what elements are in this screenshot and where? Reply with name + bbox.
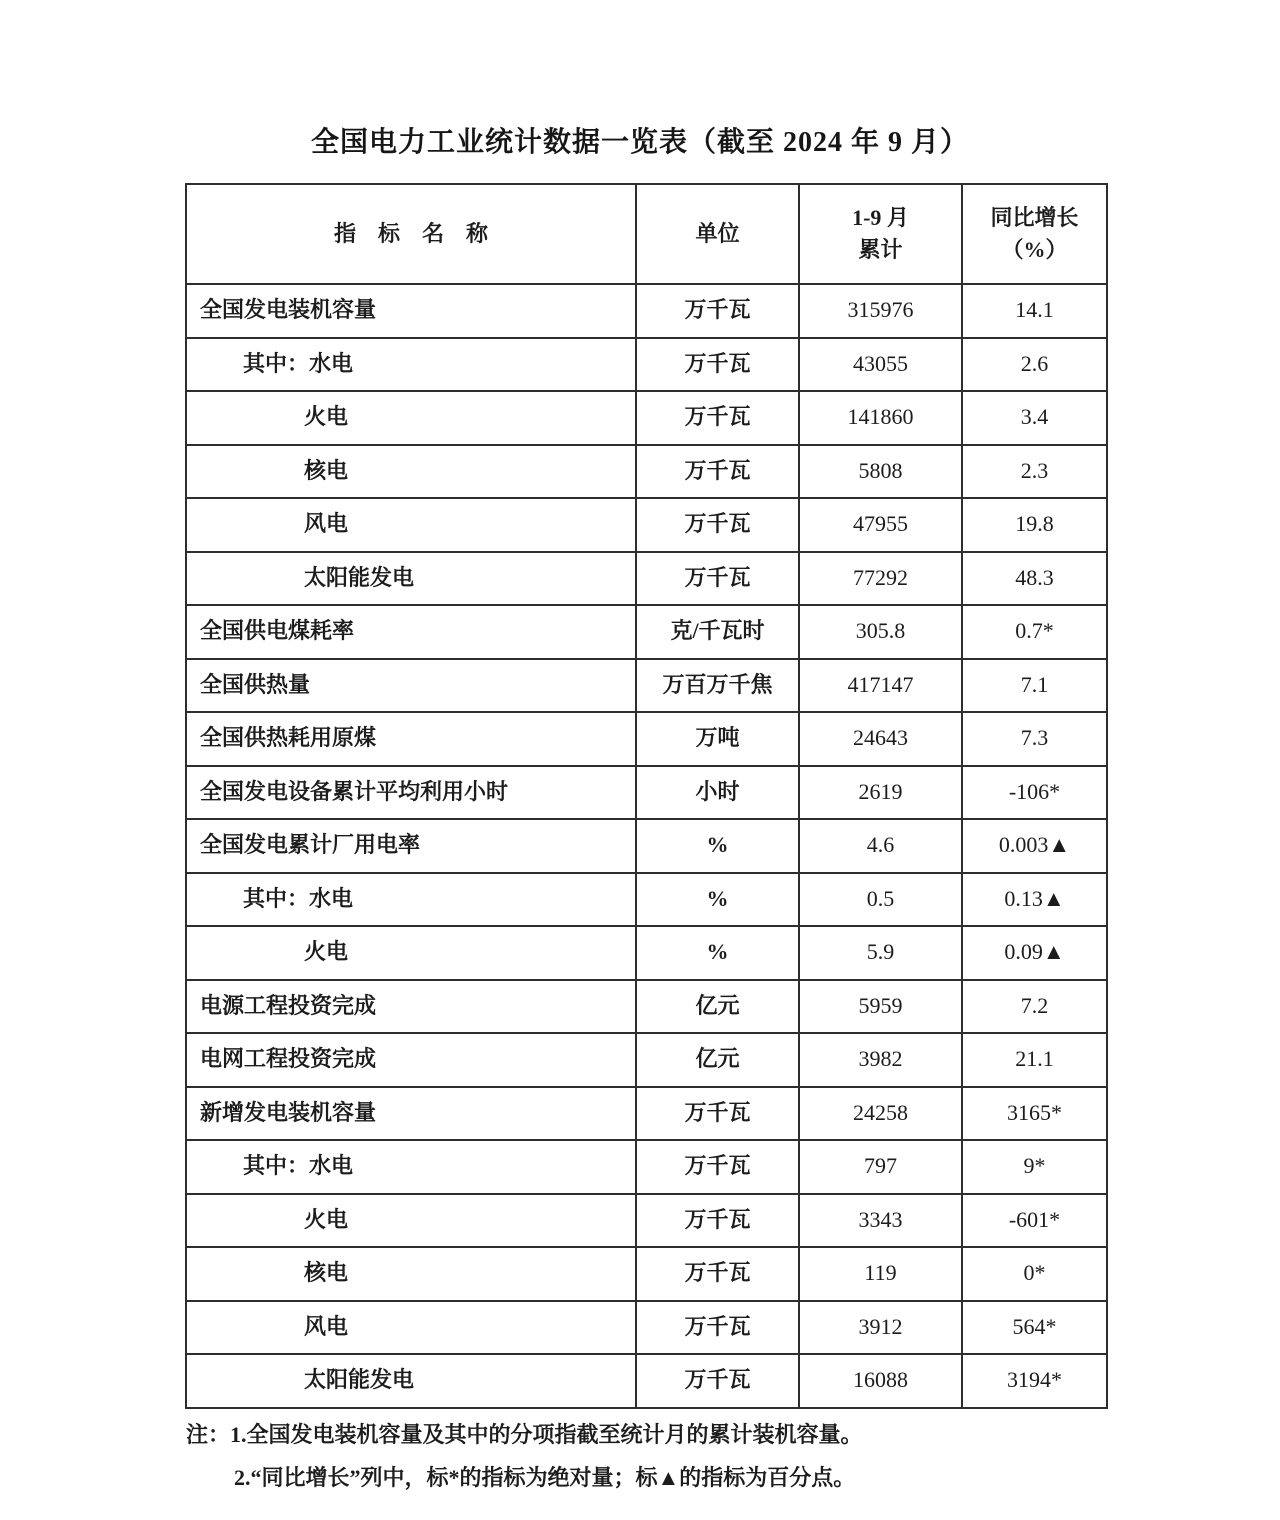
unit-cell: 万千瓦 (636, 391, 799, 445)
indicator-cell: 火电 (186, 1194, 636, 1248)
table-row (186, 1140, 1107, 1194)
unit-cell: 万千瓦 (636, 1354, 799, 1408)
cumulative-value-cell: 77292 (799, 552, 962, 606)
header-period (799, 184, 962, 284)
cumulative-value-cell: 417147 (799, 659, 962, 713)
cumulative-value-cell: 5808 (799, 445, 962, 499)
table-row (186, 819, 1107, 873)
indicator-cell: 火电 (186, 926, 636, 980)
unit-cell: % (636, 926, 799, 980)
yoy-growth-cell: 3194* (962, 1354, 1107, 1408)
header-period-line1: 1-9 月 (852, 205, 909, 230)
cumulative-value-cell: 119 (799, 1247, 962, 1301)
yoy-growth-cell: 0.13▲ (962, 873, 1107, 927)
cumulative-value-cell: 797 (799, 1140, 962, 1194)
header-growth-line2: （%） (1001, 237, 1068, 262)
table-row (186, 445, 1107, 499)
yoy-growth-cell: 14.1 (962, 284, 1107, 338)
table-row (186, 659, 1107, 713)
indicator-cell: 全国供电煤耗率 (186, 605, 636, 659)
indicator-cell: 全国发电累计厂用电率 (186, 819, 636, 873)
indicator-cell: 核电 (186, 445, 636, 499)
cumulative-value-cell: 24643 (799, 712, 962, 766)
table-row (186, 926, 1107, 980)
cumulative-value-cell: 3982 (799, 1033, 962, 1087)
unit-cell: 小时 (636, 766, 799, 820)
yoy-growth-cell: 564* (962, 1301, 1107, 1355)
table-row (186, 873, 1107, 927)
table-row (186, 498, 1107, 552)
unit-cell: 克/千瓦时 (636, 605, 799, 659)
yoy-growth-cell: 7.3 (962, 712, 1107, 766)
table-row (186, 712, 1107, 766)
unit-cell: 万千瓦 (636, 338, 799, 392)
cumulative-value-cell: 4.6 (799, 819, 962, 873)
yoy-growth-cell: 0.7* (962, 605, 1107, 659)
yoy-growth-cell: 3165* (962, 1087, 1107, 1141)
cumulative-value-cell: 16088 (799, 1354, 962, 1408)
header-row (186, 184, 1107, 284)
cumulative-value-cell: 5959 (799, 980, 962, 1034)
cumulative-value-cell: 3343 (799, 1194, 962, 1248)
table-body (186, 284, 1107, 1408)
header-growth-line1: 同比增长 (990, 205, 1079, 230)
indicator-cell: 其中：水电 (186, 338, 636, 392)
cumulative-value-cell: 315976 (799, 284, 962, 338)
cumulative-value-cell: 3912 (799, 1301, 962, 1355)
yoy-growth-cell: 7.2 (962, 980, 1107, 1034)
indicator-cell: 全国发电设备累计平均利用小时 (186, 766, 636, 820)
table-row (186, 766, 1107, 820)
unit-cell: 万千瓦 (636, 1087, 799, 1141)
yoy-growth-cell: 7.1 (962, 659, 1107, 713)
unit-cell: % (636, 819, 799, 873)
unit-cell: 亿元 (636, 1033, 799, 1087)
unit-cell: 万千瓦 (636, 445, 799, 499)
indicator-cell: 太阳能发电 (186, 552, 636, 606)
cumulative-value-cell: 5.9 (799, 926, 962, 980)
yoy-growth-cell: 3.4 (962, 391, 1107, 445)
unit-cell: 亿元 (636, 980, 799, 1034)
yoy-growth-cell: 21.1 (962, 1033, 1107, 1087)
indicator-cell: 其中：水电 (186, 873, 636, 927)
header-unit (636, 184, 799, 284)
yoy-growth-cell: -601* (962, 1194, 1107, 1248)
unit-cell: % (636, 873, 799, 927)
indicator-cell: 全国供热量 (186, 659, 636, 713)
indicator-cell: 其中：水电 (186, 1140, 636, 1194)
yoy-growth-cell: 0.09▲ (962, 926, 1107, 980)
unit-cell: 万千瓦 (636, 1247, 799, 1301)
unit-cell: 万吨 (636, 712, 799, 766)
header-growth (962, 184, 1107, 284)
yoy-growth-cell: 48.3 (962, 552, 1107, 606)
indicator-cell: 全国供热耗用原煤 (186, 712, 636, 766)
statistics-table (185, 183, 1108, 1409)
yoy-growth-cell: 2.6 (962, 338, 1107, 392)
page-title: 全国电力工业统计数据一览表（截至 2024 年 9 月） (310, 127, 969, 158)
cumulative-value-cell: 305.8 (799, 605, 962, 659)
indicator-cell: 电源工程投资完成 (186, 980, 636, 1034)
indicator-cell: 风电 (186, 498, 636, 552)
table-row (186, 1247, 1107, 1301)
indicator-cell: 全国发电装机容量 (186, 284, 636, 338)
indicator-cell: 电网工程投资完成 (186, 1033, 636, 1087)
note-1: 注：1.全国发电装机容量及其中的分项指截至统计月的累计装机容量。 (186, 1422, 863, 1447)
table-row (186, 284, 1107, 338)
yoy-growth-cell: 0* (962, 1247, 1107, 1301)
indicator-cell: 风电 (186, 1301, 636, 1355)
unit-cell: 万千瓦 (636, 1301, 799, 1355)
unit-cell: 万千瓦 (636, 284, 799, 338)
indicator-cell: 火电 (186, 391, 636, 445)
indicator-cell: 太阳能发电 (186, 1354, 636, 1408)
table-row (186, 1301, 1107, 1355)
indicator-cell: 新增发电装机容量 (186, 1087, 636, 1141)
table-row (186, 1194, 1107, 1248)
cumulative-value-cell: 43055 (799, 338, 962, 392)
header-indicator-name (186, 184, 636, 284)
yoy-growth-cell: 2.3 (962, 445, 1107, 499)
table-row (186, 1033, 1107, 1087)
yoy-growth-cell: 0.003▲ (962, 819, 1107, 873)
header-unit-label: 单位 (695, 220, 740, 246)
table-row (186, 1087, 1107, 1141)
yoy-growth-cell: 19.8 (962, 498, 1107, 552)
cumulative-value-cell: 0.5 (799, 873, 962, 927)
cumulative-value-cell: 24258 (799, 1087, 962, 1141)
yoy-growth-cell: 9* (962, 1140, 1107, 1194)
indicator-cell: 核电 (186, 1247, 636, 1301)
unit-cell: 万百万千焦 (636, 659, 799, 713)
table-row (186, 338, 1107, 392)
unit-cell: 万千瓦 (636, 498, 799, 552)
unit-cell: 万千瓦 (636, 552, 799, 606)
table-row (186, 552, 1107, 606)
table-row (186, 1354, 1107, 1408)
header-indicator-label: 指 标 名 称 (333, 220, 488, 246)
notes-block (186, 1420, 1126, 1493)
cumulative-value-cell: 141860 (799, 391, 962, 445)
table-row (186, 980, 1107, 1034)
note-2: 2.“同比增长”列中，标*的指标为绝对量；标▲的指标为百分点。 (234, 1465, 856, 1490)
header-period-line2: 累计 (858, 237, 903, 262)
cumulative-value-cell: 2619 (799, 766, 962, 820)
unit-cell: 万千瓦 (636, 1140, 799, 1194)
table-row (186, 605, 1107, 659)
table-row (186, 391, 1107, 445)
unit-cell: 万千瓦 (636, 1194, 799, 1248)
cumulative-value-cell: 47955 (799, 498, 962, 552)
yoy-growth-cell: -106* (962, 766, 1107, 820)
